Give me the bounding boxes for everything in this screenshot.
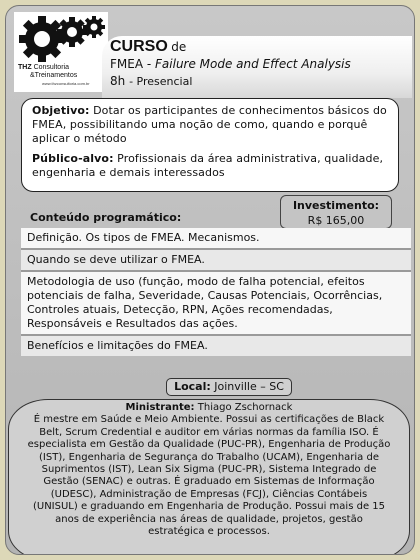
logo-brand: THZ Consultoria [18, 64, 69, 71]
instructor-name: Ministrante: Thiago Zschornack [125, 402, 293, 413]
location-badge [166, 378, 292, 396]
list-item: Definição. Os tipos de FMEA. Mecanismos. [21, 228, 411, 250]
price-box [280, 195, 392, 229]
logo-subtitle: &Treinamentos [30, 72, 78, 79]
course-header [102, 36, 412, 98]
objective-text: Objetivo: Dotar os participantes de conhecimentos básicos do FMEA, possibilitando uma noção de como, quando e porquê aplicar o método [32, 104, 387, 145]
objective-label: Objetivo: [32, 104, 90, 117]
list-item: Quando se deve utilizar o FMEA. [21, 250, 411, 272]
audience-text: Público-alvo: Profissionais da área administrativa, qualidade, engenharia e demais interessados [32, 152, 384, 179]
flyer-page [5, 5, 415, 555]
logo-url: www.thzconsultoria.com.br [42, 81, 90, 86]
course-de: de [171, 40, 187, 54]
location-label: Local: [174, 380, 211, 393]
syllabus-title: Conteúdo programático: [30, 211, 182, 224]
course-label: CURSO [110, 38, 168, 55]
location-value: Joinville – SC [210, 380, 284, 393]
objective-box [21, 98, 399, 192]
price-label: Investimento: [292, 199, 380, 212]
instructor-bio: É mestre em Saúde e Meio Ambiente. Possui as certificações de Black Belt, Scrum Credential e auditor em várias normas da família ISO. É especialista em Gestão da Qualidade (PUC-PR), Engenharia de Produção (IST), Engenharia de Segurança do Trabalho (UCAM), Engenharia de Suprimentos (IST), Lean Six Sigma (PUC-PR), Sistema Integrado de Gestão (SENAC) e outras. É graduado em Sistemas de Informação (UDESC), Administração de Empresas (FCJ), Ciências Contábeis (UNISUL) e graduando em Engenharia de Produção. Possui mais de 15 anos de experiência nas áreas de qualidade, projetos, gestão estratégica e processos. [27, 414, 391, 538]
list-item: Metodologia de uso (função, modo de falha potencial, efeitos potenciais de falha, Severidade, Causas Potenciais, Ocorrências, Controles atuais, Detecção, RPN, Ações recomendadas, Responsáveis e Resultados das ações. [21, 272, 411, 336]
instructor-box [8, 399, 410, 555]
company-logo [14, 12, 108, 92]
course-title: FMEA - Failure Mode and Effect Analysis [110, 57, 351, 71]
list-item: Benefícios e limitações do FMEA. [21, 336, 411, 356]
course-duration: 8h - Presencial [110, 74, 193, 88]
audience-label: Público-alvo: [32, 152, 114, 165]
price-value: R$ 165,00 [307, 214, 365, 227]
syllabus-list [21, 228, 411, 356]
gears-icon [14, 12, 108, 64]
